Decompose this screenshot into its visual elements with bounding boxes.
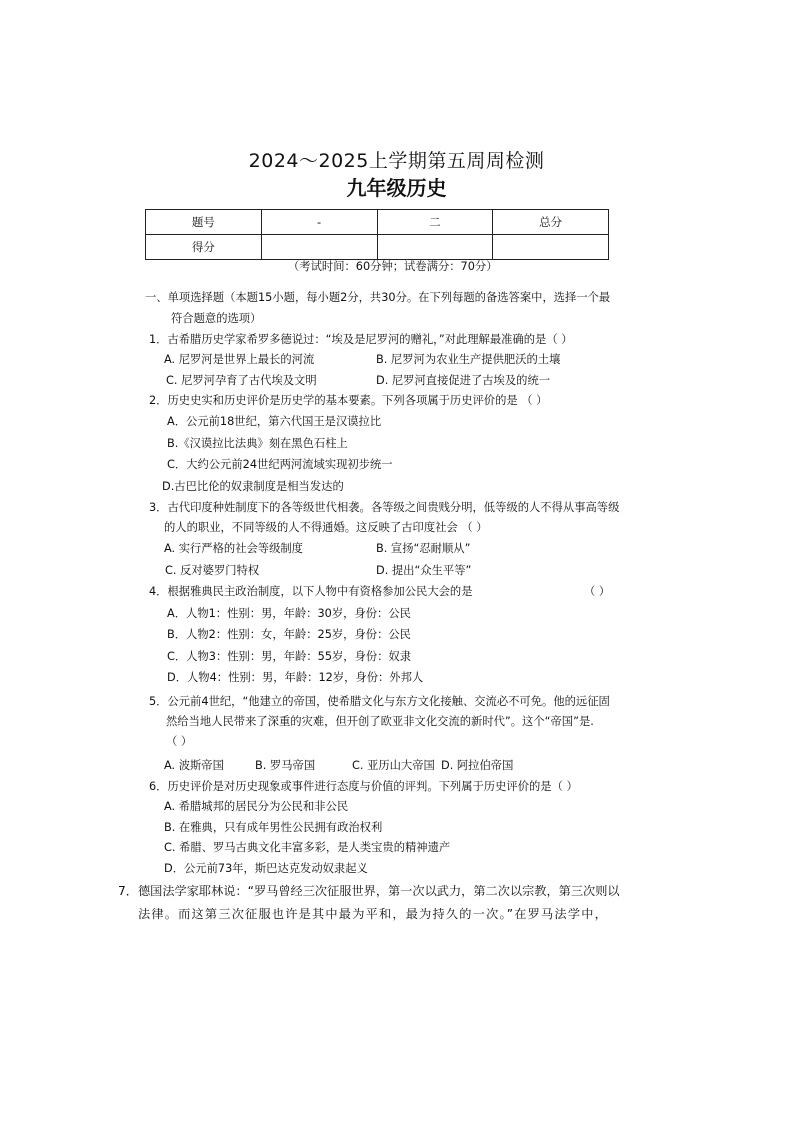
q3-option-c[interactable]: C. 反对婆罗门特权 bbox=[165, 564, 260, 577]
q4-option-b[interactable]: B．人物2：性别：女，年龄：25岁，身份：公民 bbox=[167, 628, 411, 641]
q3-option-d[interactable]: D. 提出“众生平等” bbox=[376, 564, 472, 577]
q1-stem: 1．古希腊历史学家希罗多德说过：“埃及是尼罗河的赠礼，”对此理解最准确的是（ ） bbox=[149, 333, 573, 346]
q2-option-c[interactable]: C．大约公元前24世纪两河流域实现初步统一 bbox=[167, 458, 393, 471]
q4-option-a[interactable]: A．人物1：性别：男，年龄：30岁，身份：公民 bbox=[167, 607, 411, 620]
q6-option-c[interactable]: C. 希腊、罗马古典文化丰富多彩，是人类宝贵的精神遗产 bbox=[164, 841, 451, 854]
score-table-header-row bbox=[146, 210, 609, 235]
q4-option-d[interactable]: D．人物4：性别：男，年龄：12岁，身份：外邦人 bbox=[167, 671, 424, 684]
q7-stem-line2: 法律。而这第三次征服也许是其中最为平和，最为持久的一次。”在罗马法学中， bbox=[138, 907, 608, 921]
q5-stem-line2: 然给当地人民带来了深重的灾难，但开创了欧亚非文化交流的新时代”。这个“帝国”是. bbox=[166, 715, 594, 728]
score-table-cell-total: 总分 bbox=[493, 210, 609, 235]
q6-stem: 6．历史评价是对历史现象或事件进行态度与价值的评判。下列属于历史评价的是（ ） bbox=[149, 780, 578, 793]
q6-option-a[interactable]: A. 希腊城邦的居民分为公民和非公民 bbox=[164, 800, 349, 813]
score-input-part-1[interactable] bbox=[261, 235, 377, 260]
score-table-score-row bbox=[146, 235, 609, 260]
q5-stem-line3: （ ） bbox=[166, 735, 193, 748]
section1-intro-line1: 一、单项选择题（本题15小题，每小题2分，共30分。在下列每题的备选答案中，选择一个最 bbox=[145, 291, 611, 304]
q5-option-b[interactable]: B. 罗马帝国 bbox=[255, 759, 316, 772]
q2-option-d[interactable]: D.古巴比伦的奴隶制度是相当发达的 bbox=[162, 480, 344, 493]
score-table-cell-question-no: 题号 bbox=[146, 210, 262, 235]
q5-option-a[interactable]: A. 波斯帝国 bbox=[164, 759, 224, 772]
q7-stem-line1: 7．德国法学家耶林说：“罗马曾经三次征服世界，第一次以武力，第二次以宗教，第三次则以 bbox=[118, 884, 620, 898]
score-input-total[interactable] bbox=[493, 235, 609, 260]
q4-option-c[interactable]: C．人物3：性别：男，年龄：55岁，身份：奴隶 bbox=[167, 650, 412, 663]
score-table bbox=[145, 209, 609, 260]
exam-info: （考试时间：60分钟；试卷满分：70分） bbox=[288, 260, 498, 273]
q4-answer-bracket: （ ） bbox=[584, 585, 611, 598]
score-input-part-2[interactable] bbox=[377, 235, 493, 260]
q6-option-b[interactable]: B. 在雅典，只有成年男性公民拥有政治权利 bbox=[164, 821, 383, 834]
q2-option-b[interactable]: B.《汉谟拉比法典》刻在黑色石柱上 bbox=[167, 437, 348, 450]
exam-title: 2024～2025上学期第五周周检测 bbox=[248, 150, 545, 172]
subject-title: 九年级历史 bbox=[346, 176, 447, 200]
q3-stem-line1: 3．古代印度种姓制度下的各等级世代相袭。各等级之间贵贱分明，低等级的人不得从事高等级 bbox=[149, 501, 620, 514]
section1-intro-line2: 符合题意的选项） bbox=[171, 312, 262, 325]
score-table-cell-part-1: - bbox=[261, 210, 377, 235]
q3-stem-line2: 的人的职业，不同等级的人不得通婚。这反映了古印度社会 （ ） bbox=[164, 521, 488, 534]
q1-option-d[interactable]: D. 尼罗河直接促进了古埃及的统一 bbox=[376, 374, 551, 387]
q6-option-d[interactable]: D．公元前73年，斯巴达克发动奴隶起义 bbox=[164, 862, 368, 875]
q1-option-a[interactable]: A. 尼罗河是世界上最长的河流 bbox=[164, 353, 315, 366]
q2-option-a[interactable]: A．公元前18世纪，第六代国王是汉谟拉比 bbox=[167, 415, 382, 428]
q2-stem: 2．历史史实和历史评价是历史学的基本要素。下列各项属于历史评价的是 （ ） bbox=[149, 394, 548, 407]
q5-option-d[interactable]: D. 阿拉伯帝国 bbox=[441, 759, 514, 772]
q3-option-b[interactable]: B. 宣扬“忍耐顺从” bbox=[376, 542, 471, 555]
q5-option-c[interactable]: C. 亚历山大帝国 bbox=[352, 759, 435, 772]
score-table-cell-score-label: 得分 bbox=[146, 235, 262, 260]
q3-option-a[interactable]: A. 实行严格的社会等级制度 bbox=[164, 542, 303, 555]
q4-stem: 4．根据雅典民主政治制度，以下人物中有资格参加公民大会的是 bbox=[149, 585, 473, 598]
q5-stem-line1: 5．公元前4世纪，“他建立的帝国，使希腊文化与东方文化接触、交流必不可免。他的远征固 bbox=[149, 695, 610, 708]
q1-option-c[interactable]: C. 尼罗河孕育了古代埃及文明 bbox=[166, 374, 317, 387]
q1-option-b[interactable]: B. 尼罗河为农业生产提供肥沃的土壤 bbox=[376, 353, 561, 366]
score-table-cell-part-2: 二 bbox=[377, 210, 493, 235]
